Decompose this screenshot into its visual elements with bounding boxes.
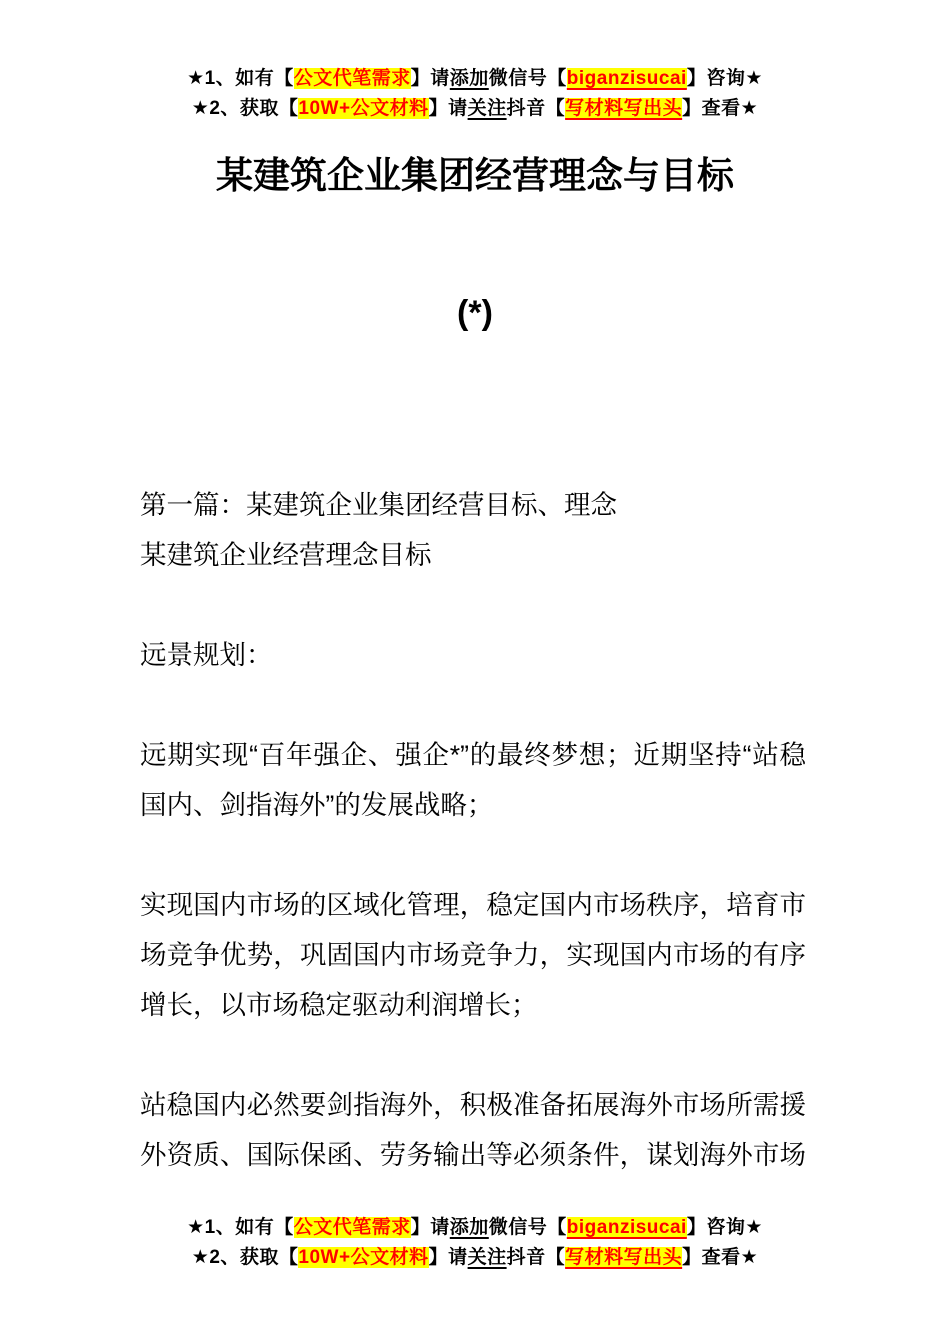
promo-text: 】请	[410, 68, 450, 89]
promo-text: 微信号【	[488, 68, 567, 89]
paragraph-domestic-market: 实现国内市场的区域化管理，稳定国内市场秩序，培育市场竞争优势，巩固国内市场竞争力，实现国内市场的有序增长，以市场稳定驱动利润增长；	[140, 890, 806, 1020]
highlight-douyin-handle: 写材料写出头	[565, 98, 683, 119]
highlight-phrase: 10W+公文材料	[298, 1247, 429, 1268]
promo-text: 】请	[428, 98, 468, 119]
promo-text: 微信号【	[488, 1217, 567, 1238]
underline-word: 关注	[467, 98, 507, 119]
promo-text: 】请	[410, 1217, 450, 1238]
promo-text: 抖音【	[506, 98, 566, 119]
paragraph-section-heading: 第一篇：某建筑企业集团经营目标、理念	[140, 490, 617, 520]
document-title: 某建筑企业集团经营理念与目标	[216, 155, 734, 196]
promo-text: 抖音【	[506, 1247, 566, 1268]
promo-line-2	[0, 94, 950, 124]
highlight-phrase: 公文代笔需求	[293, 68, 411, 89]
highlight-phrase: 10W+公文材料	[298, 98, 429, 119]
promo-text: ★2、获取【	[191, 1247, 299, 1268]
paragraph-overseas-market: 站稳国内必然要剑指海外，积极准备拓展海外市场所需援外资质、国际保函、劳务输出等必须条件，谋划海外市场	[140, 1090, 806, 1170]
promo-text: 】咨询★	[686, 68, 763, 89]
highlight-wechat-handle: biganzisucai	[566, 68, 687, 89]
promo-banner-top	[0, 64, 950, 124]
paragraph-subheading: 某建筑企业经营理念目标	[140, 540, 432, 570]
promo-text: ★2、获取【	[191, 98, 299, 119]
paragraph-vision-label: 远景规划：	[140, 640, 273, 670]
promo-line-2	[0, 1243, 950, 1273]
promo-banner-bottom	[0, 1213, 950, 1273]
underline-word: 添加	[449, 68, 489, 89]
document-body	[140, 480, 806, 1180]
highlight-douyin-handle: 写材料写出头	[565, 1247, 683, 1268]
underline-word: 关注	[467, 1247, 507, 1268]
promo-line-1	[0, 64, 950, 94]
promo-text: 】请	[428, 1247, 468, 1268]
promo-text: ★1、如有【	[187, 68, 294, 89]
paragraph-vision-goal: 远期实现“百年强企、强企*”的最终梦想；近期坚持“站稳国内、剑指海外”的发展战略；	[140, 740, 806, 820]
highlight-wechat-handle: biganzisucai	[566, 1217, 687, 1238]
asterisk-subtitle: (*)	[457, 294, 493, 332]
promo-line-1	[0, 1213, 950, 1243]
promo-text: 】查看★	[682, 98, 759, 119]
underline-word: 添加	[449, 1217, 489, 1238]
promo-text: ★1、如有【	[187, 1217, 294, 1238]
promo-text: 】查看★	[682, 1247, 759, 1268]
highlight-phrase: 公文代笔需求	[293, 1217, 411, 1238]
promo-text: 】咨询★	[686, 1217, 763, 1238]
